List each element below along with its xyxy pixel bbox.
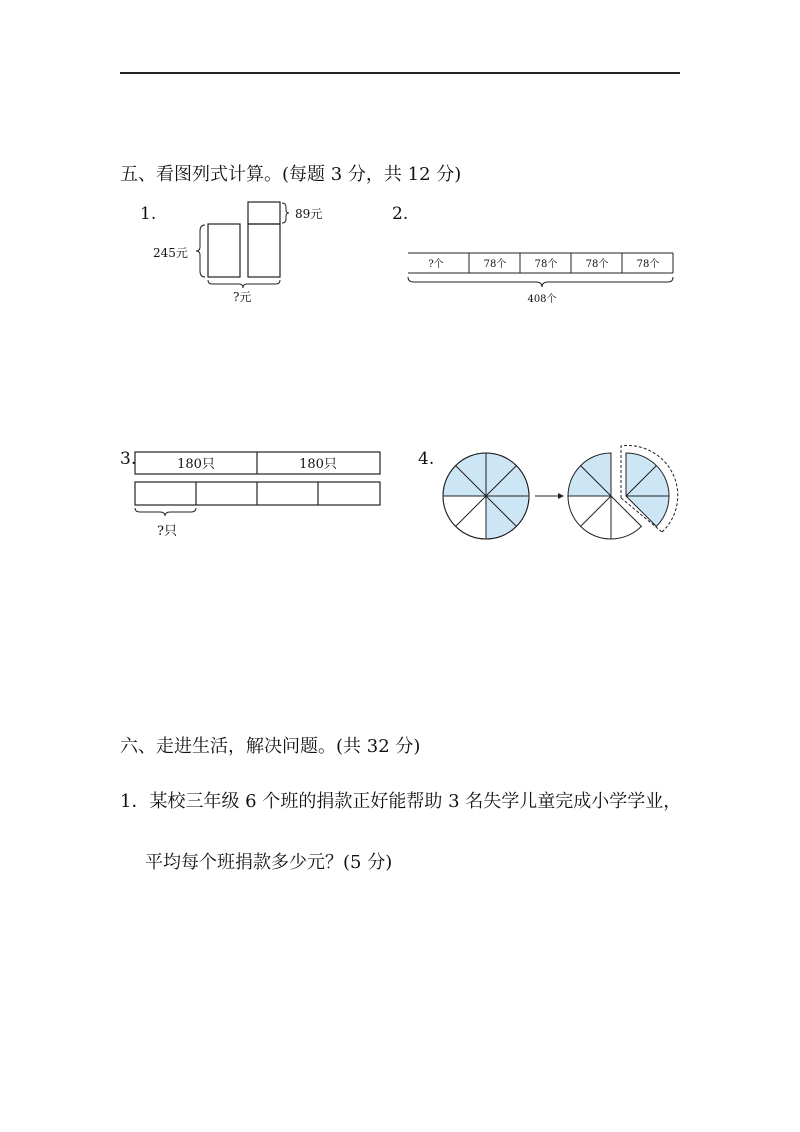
cell-2: 78个 <box>534 259 558 270</box>
bar-right <box>248 224 280 277</box>
problem2-number: 2. <box>392 204 409 224</box>
problem1-number: 1. <box>140 204 157 224</box>
question1-line2: 平均每个班捐款多少元？(5 分) <box>145 852 393 873</box>
bar-right-extra <box>248 202 280 224</box>
label-89: 89元 <box>295 207 323 221</box>
cell-3: 78个 <box>585 259 609 270</box>
total-label: 408个 <box>527 294 557 305</box>
arrow-head <box>558 493 564 499</box>
problem3-diagram <box>130 445 390 545</box>
section6-title: 六、走进生活，解决问题。(共 32 分) <box>120 736 421 757</box>
problem2-diagram <box>400 245 690 315</box>
problem1-diagram <box>145 195 365 315</box>
top-cell-1: 180只 <box>299 457 337 472</box>
label-245: 245元 <box>153 246 188 260</box>
total-brace <box>408 277 673 287</box>
left-brace <box>196 225 205 277</box>
cell-4: 78个 <box>636 259 660 270</box>
top-brace <box>282 203 289 223</box>
question1-line1: 1．某校三年级 6 个班的捐款正好能帮助 3 名失学儿童完成小学学业， <box>120 791 682 812</box>
problem4-diagram <box>430 440 690 550</box>
q-zhi-label: ?只 <box>157 524 177 539</box>
problem3-number: 3. <box>120 449 137 469</box>
bottom-brace <box>208 280 280 288</box>
top-cell-0: 180只 <box>177 457 215 472</box>
bar-left <box>208 224 240 277</box>
header-rule <box>120 72 680 74</box>
label-q-yuan: ?元 <box>233 290 252 304</box>
cell-1: 78个 <box>483 259 507 270</box>
section5-title: 五、看图列式计算。(每题 3 分，共 12 分) <box>120 164 462 185</box>
problem4-number: 4. <box>418 449 435 469</box>
cell-0: ?个 <box>428 259 444 270</box>
circle-full <box>443 453 529 539</box>
